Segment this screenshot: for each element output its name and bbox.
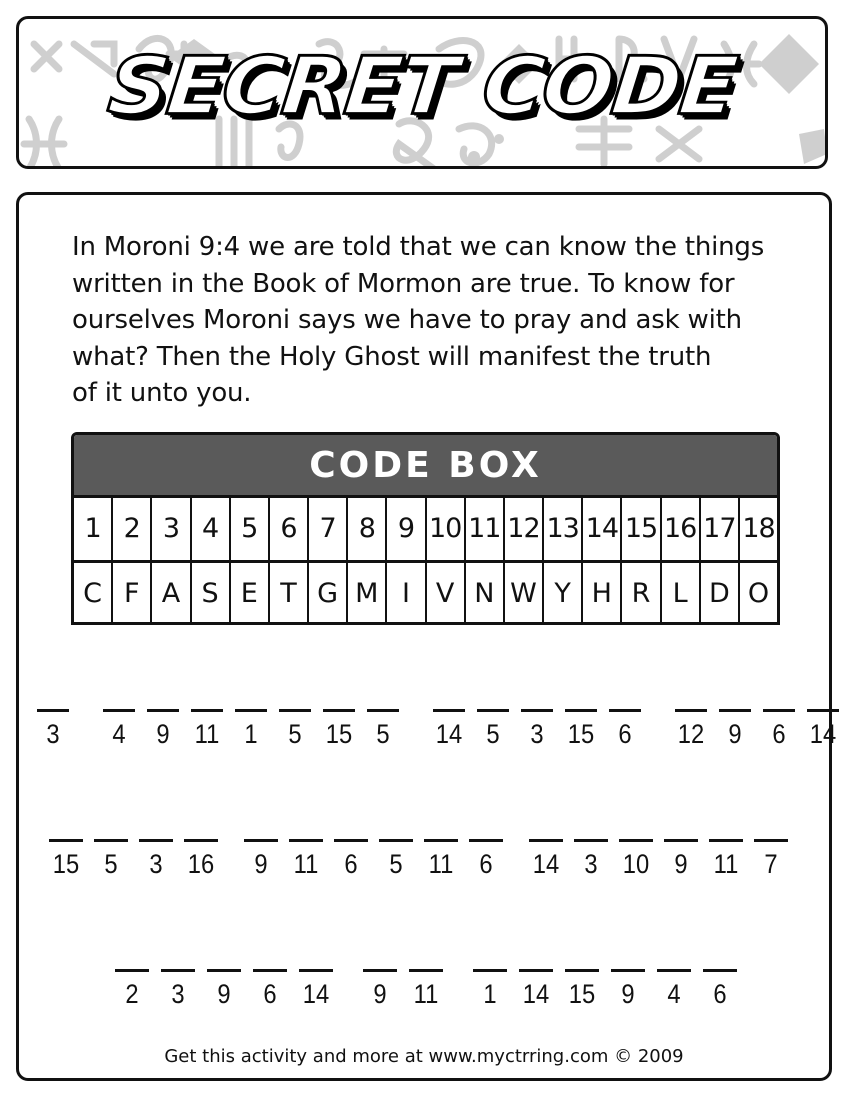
answer-blank[interactable] — [709, 839, 743, 889]
cipher-number: 1 — [483, 979, 497, 1009]
blank-line — [664, 839, 698, 842]
answer-blank[interactable] — [611, 969, 645, 1019]
blank-line — [807, 709, 839, 712]
blank-line — [161, 969, 195, 972]
cipher-number: 9 — [621, 979, 635, 1009]
code-number-cell: 8 — [348, 498, 387, 560]
code-letter-cell: G — [309, 563, 348, 625]
answer-blank[interactable] — [703, 969, 737, 1019]
cipher-number: 15 — [568, 979, 596, 1009]
cipher-number: 14 — [302, 979, 330, 1009]
code-letter-cell: W — [505, 563, 544, 625]
blank-line — [519, 969, 553, 972]
cipher-number: 3 — [171, 979, 185, 1009]
cipher-number: 11 — [413, 979, 439, 1009]
answer-blank[interactable] — [244, 839, 278, 889]
blank-line — [279, 709, 311, 712]
answer-blank[interactable] — [719, 709, 751, 759]
cipher-number: 9 — [254, 849, 268, 879]
code-number-cell: 12 — [505, 498, 544, 560]
code-letter-cell: R — [622, 563, 661, 625]
answer-blank[interactable] — [807, 709, 839, 759]
answer-blank[interactable] — [379, 839, 413, 889]
code-number-cell: 10 — [427, 498, 466, 560]
code-letter-cell: V — [427, 563, 466, 625]
blank-line — [521, 709, 553, 712]
cipher-number: 9 — [674, 849, 688, 879]
cipher-number: 6 — [479, 849, 493, 879]
answer-blank[interactable] — [433, 709, 465, 759]
title-banner — [16, 16, 828, 169]
blank-line — [657, 969, 691, 972]
answer-blank[interactable] — [424, 839, 458, 889]
cipher-number: 6 — [344, 849, 358, 879]
answer-blank[interactable] — [519, 969, 553, 1019]
answer-blank[interactable] — [161, 969, 195, 1019]
code-number-cell: 17 — [701, 498, 740, 560]
answer-blank[interactable] — [299, 969, 333, 1019]
code-number-cell: 15 — [622, 498, 661, 560]
cipher-number: 15 — [567, 719, 595, 749]
blank-line — [703, 969, 737, 972]
blank-line — [754, 839, 788, 842]
answer-blank[interactable] — [184, 839, 218, 889]
code-letter-cell: I — [387, 563, 426, 625]
cipher-number: 14 — [522, 979, 550, 1009]
blank-line — [139, 839, 173, 842]
code-numbers-row — [74, 498, 777, 560]
answer-blank[interactable] — [664, 839, 698, 889]
code-letter-cell: D — [701, 563, 740, 625]
answer-blank[interactable] — [469, 839, 503, 889]
blank-line — [619, 839, 653, 842]
code-letter-cell: M — [348, 563, 387, 625]
answer-blank[interactable] — [477, 709, 509, 759]
blank-line — [334, 839, 368, 842]
code-letter-cell: H — [583, 563, 622, 625]
cipher-number: 5 — [376, 719, 390, 749]
blank-line — [37, 709, 69, 712]
code-number-cell: 6 — [270, 498, 309, 560]
answer-blank[interactable] — [103, 709, 135, 759]
code-letter-cell: T — [270, 563, 309, 625]
blank-line — [763, 709, 795, 712]
answer-blank[interactable] — [207, 969, 241, 1019]
code-box-title: CODE BOX — [74, 435, 777, 498]
blank-line — [244, 839, 278, 842]
answer-blank[interactable] — [94, 839, 128, 889]
answer-blank[interactable] — [147, 709, 179, 759]
blank-line — [424, 839, 458, 842]
activity-panel — [16, 192, 837, 1081]
code-letter-cell: Y — [544, 563, 583, 625]
code-letter-cell: C — [74, 563, 113, 625]
cipher-number: 10 — [622, 849, 650, 879]
cipher-number: 5 — [104, 849, 118, 879]
cipher-number: 3 — [46, 719, 60, 749]
blank-line — [709, 839, 743, 842]
cipher-number: 11 — [194, 719, 220, 749]
footer-credit: Get this activity and more at www.myctrring.com © 2009 — [164, 1046, 684, 1067]
blank-line — [49, 839, 83, 842]
cipher-number: 11 — [428, 849, 454, 879]
code-number-cell: 4 — [192, 498, 231, 560]
cipher-number: 16 — [187, 849, 215, 879]
cipher-number: 14 — [809, 719, 837, 749]
cipher-number: 3 — [584, 849, 598, 879]
code-letter-cell: E — [231, 563, 270, 625]
answer-blank[interactable] — [619, 839, 653, 889]
cipher-number: 9 — [373, 979, 387, 1009]
code-letters-row — [74, 560, 777, 625]
answer-blank[interactable] — [367, 709, 399, 759]
blank-line — [719, 709, 751, 712]
blank-line — [611, 969, 645, 972]
answer-blank[interactable] — [235, 709, 267, 759]
code-letter-cell: A — [152, 563, 191, 625]
answer-blank[interactable] — [565, 709, 597, 759]
blank-line — [147, 709, 179, 712]
blank-line — [367, 709, 399, 712]
cipher-number: 5 — [288, 719, 302, 749]
blank-line — [409, 969, 443, 972]
cipher-number: 14 — [532, 849, 560, 879]
answer-blank[interactable] — [473, 969, 507, 1019]
answer-blank[interactable] — [675, 709, 707, 759]
cipher-number: 4 — [667, 979, 681, 1009]
code-letter-cell: O — [747, 578, 770, 609]
answer-blank[interactable] — [334, 839, 368, 889]
cipher-number: 9 — [217, 979, 231, 1009]
blank-line — [253, 969, 287, 972]
cipher-number: 7 — [764, 849, 778, 879]
answer-blank[interactable] — [657, 969, 691, 1019]
blank-line — [103, 709, 135, 712]
blank-line — [433, 709, 465, 712]
blank-line — [529, 839, 563, 842]
cipher-number: 14 — [435, 719, 463, 749]
blank-line — [675, 709, 707, 712]
code-number-cell: 9 — [387, 498, 426, 560]
blank-line — [184, 839, 218, 842]
blank-line — [473, 969, 507, 972]
code-letter-cell: S — [192, 563, 231, 625]
answer-blank[interactable] — [115, 969, 149, 1019]
cipher-number: 6 — [618, 719, 632, 749]
code-number-cell: 2 — [113, 498, 152, 560]
blank-line — [609, 709, 641, 712]
code-number-cell: 16 — [662, 498, 701, 560]
cipher-number: 5 — [389, 849, 403, 879]
page-title: SECRET CODE — [103, 39, 741, 133]
code-number-cell: 5 — [231, 498, 270, 560]
answer-blank[interactable] — [279, 709, 311, 759]
cipher-number: 9 — [728, 719, 742, 749]
cipher-number: 3 — [530, 719, 544, 749]
blank-line — [191, 709, 223, 712]
puzzle-line-3 — [115, 969, 755, 1019]
cipher-number: 11 — [293, 849, 319, 879]
blank-line — [477, 709, 509, 712]
answer-blank[interactable] — [565, 969, 599, 1019]
blank-line — [94, 839, 128, 842]
cipher-number: 12 — [677, 719, 705, 749]
blank-line — [565, 969, 599, 972]
answer-blank[interactable] — [754, 839, 788, 889]
answer-blank[interactable] — [289, 839, 323, 889]
code-number-cell: 3 — [152, 498, 191, 560]
puzzle-line-1 — [37, 709, 837, 759]
cipher-number: 3 — [149, 849, 163, 879]
answer-blank[interactable] — [363, 969, 397, 1019]
blank-line — [289, 839, 323, 842]
answer-blank[interactable] — [139, 839, 173, 889]
blank-line — [379, 839, 413, 842]
blank-line — [299, 969, 333, 972]
answer-blank[interactable] — [409, 969, 443, 1019]
question-text: In Moroni 9:4 we are told that we can know the things written in the Book of Mormon are true. To know for ourselves Moroni says we have to pray and ask with what? Then the Holy Ghost will manifest the truth of it unto you. — [72, 232, 765, 408]
code-number-cell: 18 — [742, 513, 775, 544]
blank-line — [323, 709, 355, 712]
answer-blank[interactable] — [191, 709, 223, 759]
answer-blank[interactable] — [763, 709, 795, 759]
cipher-number: 9 — [156, 719, 170, 749]
answer-blank[interactable] — [529, 839, 563, 889]
blank-line — [469, 839, 503, 842]
puzzle-line-2 — [49, 839, 809, 889]
blank-line — [565, 709, 597, 712]
blank-line — [574, 839, 608, 842]
cipher-number: 2 — [125, 979, 139, 1009]
code-number-cell: 13 — [544, 498, 583, 560]
cipher-number: 6 — [263, 979, 277, 1009]
answer-blank[interactable] — [49, 839, 83, 889]
cipher-number: 15 — [325, 719, 353, 749]
code-number-cell: 1 — [74, 498, 113, 560]
code-number-cell: 7 — [309, 498, 348, 560]
cipher-number: 6 — [713, 979, 727, 1009]
blank-line — [363, 969, 397, 972]
answer-blank[interactable] — [37, 709, 69, 759]
answer-blank[interactable] — [574, 839, 608, 889]
cipher-number: 4 — [112, 719, 126, 749]
cipher-number: 5 — [486, 719, 500, 749]
cipher-number: 11 — [713, 849, 739, 879]
code-letter-cell: L — [662, 563, 701, 625]
cipher-number: 6 — [772, 719, 786, 749]
code-letter-cell: N — [466, 563, 505, 625]
code-box — [71, 432, 780, 625]
blank-line — [115, 969, 149, 972]
blank-line — [207, 969, 241, 972]
cipher-number: 15 — [52, 849, 80, 879]
code-letter-cell: F — [113, 563, 152, 625]
answer-blank[interactable] — [253, 969, 287, 1019]
answer-blank[interactable] — [323, 709, 355, 759]
cipher-number: 1 — [244, 719, 258, 749]
answer-blank[interactable] — [609, 709, 641, 759]
code-number-cell: 14 — [583, 498, 622, 560]
code-number-cell: 11 — [466, 498, 505, 560]
answer-blank[interactable] — [521, 709, 553, 759]
blank-line — [235, 709, 267, 712]
